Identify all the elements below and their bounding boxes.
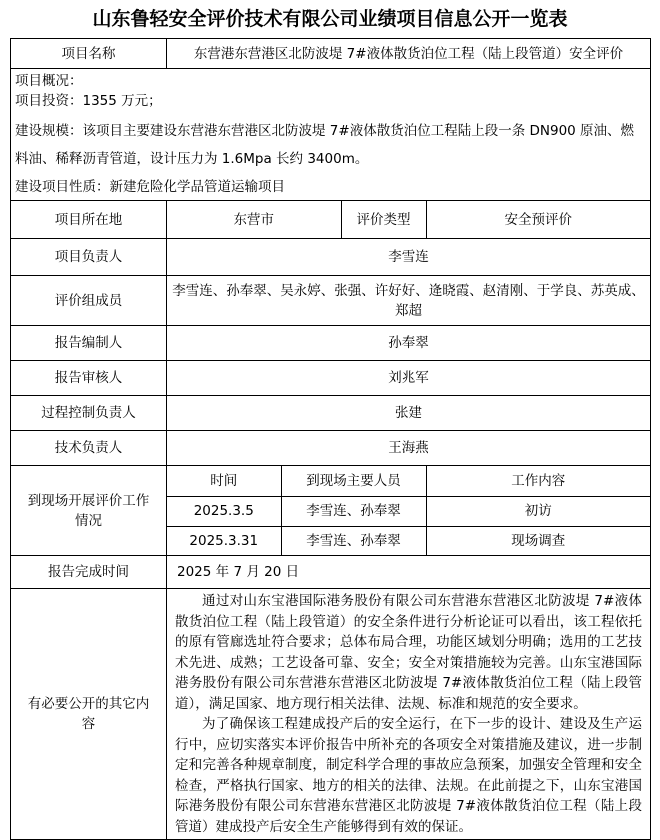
overview-investment: 项目投资：1355 万元；: [15, 93, 162, 109]
reviewer-label: 报告审核人: [11, 361, 167, 396]
process-label: 过程控制负责人: [11, 396, 167, 431]
project-name-label: 项目名称: [11, 39, 167, 69]
visit-header-content: 工作内容: [426, 466, 650, 496]
compiler-label: 报告编制人: [11, 326, 167, 361]
disclosure-cell: [167, 589, 651, 840]
completion-value: 2025 年 7 月 20 日: [167, 556, 651, 589]
completion-label: 报告完成时间: [11, 556, 167, 589]
disclosure-label: 有必要公开的其它内容: [11, 589, 167, 840]
location-value: 东营市: [167, 201, 341, 238]
location-label: 项目所在地: [11, 201, 167, 239]
visit-content: 初访: [426, 496, 650, 526]
disclosure-paragraph: 通过对山东宝港国际港务股份有限公司东营港东营港区北防波堤 7#液体散货泊位工程（陆上段管道）的安全条件进行分析论证可以看出，该工程依托的原有管廊选址符合要求；总体布局合理，功能区域划分明确；选用的工艺技术先进、成熟；工艺设备可靠、安全；安全对策措施较为完善。山东宝港国际港务股份有限公司东营港东营港区北防波堤 7#液体散货泊位工程（陆上段管道），满足国家、地方现行相关法律、法规、标准和规范的安全要求。: [175, 593, 642, 712]
visit-date: 2025.3.5: [167, 496, 281, 526]
eval-type-label: 评价类型: [341, 201, 426, 238]
visit-content: 现场调查: [426, 526, 650, 555]
leader-value: 李雪连: [167, 239, 651, 276]
process-value: 张建: [167, 396, 651, 431]
visit-people: 李雪连、孙奉翠: [281, 526, 426, 555]
visit-date: 2025.3.31: [167, 526, 281, 555]
visit-people: 李雪连、孙奉翠: [281, 496, 426, 526]
visit-row: [167, 496, 650, 526]
eval-type-value: 安全预评价: [426, 201, 650, 238]
disclosure-paragraph: 为了确保该工程建成投产后的安全运行，在下一步的设计、建设及生产运行中，应切实落实本评价报告中所补充的各项安全对策措施及建议，进一步制定和完善各种规章制度，制定科学合理的事故应急预案，加强安全管理和安全检查，严格执行国家、地方的相关的法律、法规。在此前提之下，山东宝港国际港务股份有限公司东营港东营港区北防波堤 7#液体散货泊位工程（陆上段管道）建成投产后安全生产能够得到有效的保证。: [175, 716, 642, 835]
page-title: 山东鲁轻安全评价技术有限公司业绩项目信息公开一览表: [92, 8, 568, 30]
overview-heading: 项目概况：: [15, 73, 83, 89]
info-table: [10, 38, 651, 840]
members-label: 评价组成员: [11, 276, 167, 326]
visit-header-time: 时间: [167, 466, 281, 496]
project-name-value: 东营港东营港区北防波堤 7#液体散货泊位工程（陆上段管道）安全评价: [167, 39, 651, 69]
compiler-value: 孙奉翠: [167, 326, 651, 361]
members-value: 李雪连、孙奉翠、吴永婷、张强、许好好、逄晓霞、赵清刚、于学良、苏英成、郑超: [167, 276, 651, 326]
leader-label: 项目负责人: [11, 239, 167, 276]
visit-header-people: 到现场主要人员: [281, 466, 426, 496]
tech-label: 技术负责人: [11, 431, 167, 466]
tech-value: 王海燕: [167, 431, 651, 466]
overview-nature: 建设项目性质：新建危险化学品管道运输项目: [15, 179, 285, 195]
reviewer-value: 刘兆军: [167, 361, 651, 396]
visit-label: 到现场开展评价工作情况: [11, 466, 167, 556]
visit-row: [167, 526, 650, 555]
overview-scale: 建设规模：该项目主要建设东营港东营港区北防波堤 7#液体散货泊位工程陆上段一条 DN900 原油、燃料油、稀释沥青管道，设计压力为 1.6Mpa 长约 3400m。: [15, 123, 635, 167]
overview-cell: [11, 69, 651, 201]
